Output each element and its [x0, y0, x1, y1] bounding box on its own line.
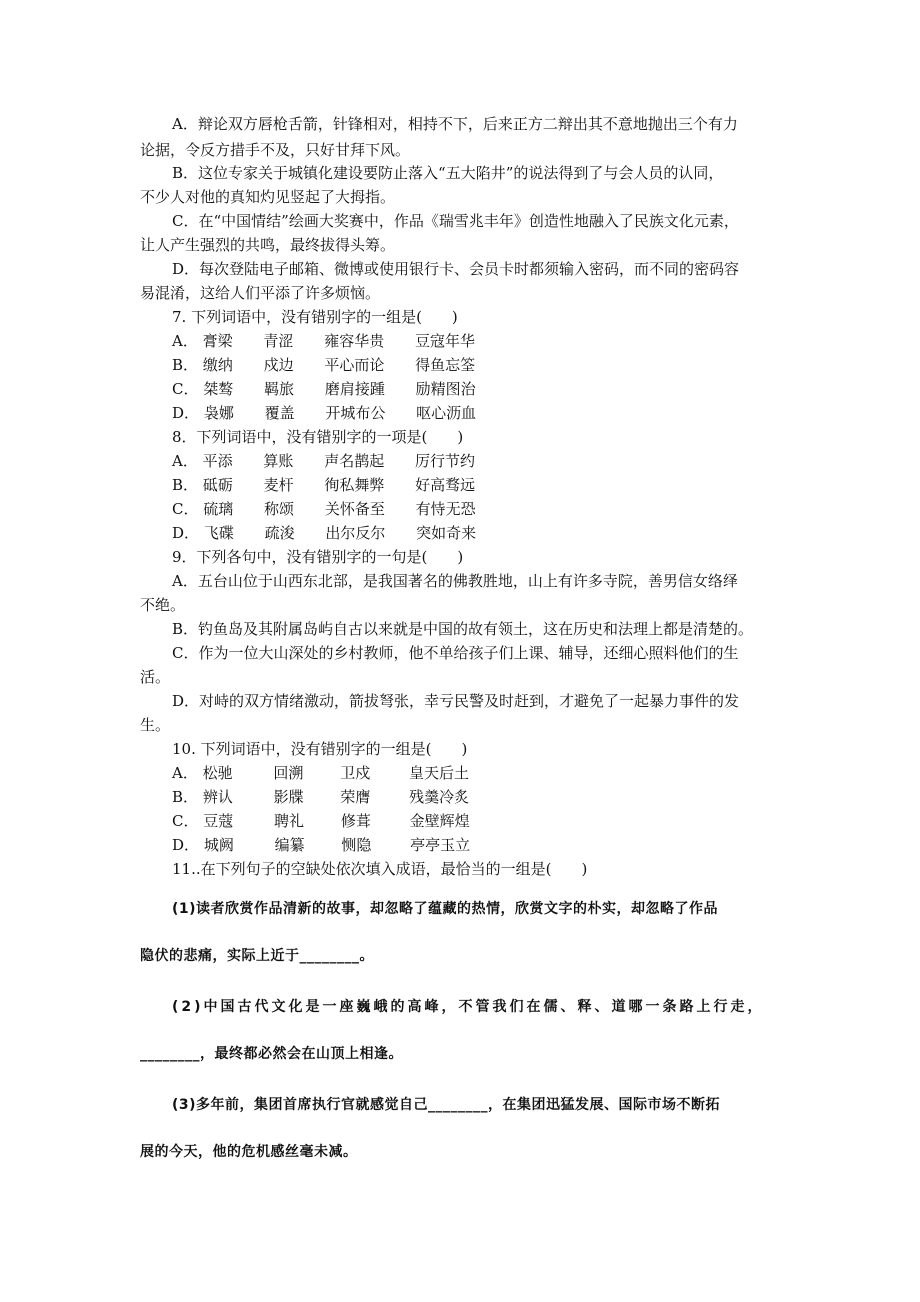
q7-option-d-letter: D．: [172, 404, 200, 422]
q10-option-c-letter: C．: [172, 812, 199, 830]
q8-option-c-word1: 硫璃: [203, 500, 234, 518]
q7-option-a-word3: 雍容华贵: [324, 332, 385, 350]
q9-option-d-line1: D．对峙的双方情绪激动，箭拔弩张，幸亏民警及时赶到，才避免了一起暴力事件的发: [172, 692, 740, 710]
q10-option-a-letter: A．: [172, 764, 198, 782]
q10-option-b-letter: B．: [172, 788, 199, 806]
q7-option-a: [172, 330, 790, 352]
q8-option-c: [172, 498, 790, 520]
q7-option-a-word1: 膏梁: [202, 332, 233, 350]
q7-option-b-letter: B．: [172, 356, 199, 374]
q7-option-b-word3: 平心而论: [324, 356, 385, 374]
q11-sentence1-line2: 隐伏的悲痛，实际上近于________。: [140, 948, 374, 964]
q8-option-c-word4: 有恃无恐: [415, 500, 476, 518]
q8-option-a-word3: 声名鹊起: [324, 452, 385, 470]
q6-option-d-line1: D．每次登陆电子邮箱、微博或使用银行卡、会员卡时都须输入密码，而不同的密码容: [172, 260, 740, 278]
q8-option-b: [172, 474, 790, 496]
q7-option-c-word4: 励精图治: [415, 380, 476, 398]
q10-stem: 10. 下列词语中，没有错别字的一组是( ): [172, 740, 468, 758]
q11-sentence3-line1: (3)多年前，集团首席执行官就感觉自己________，在集团迅猛发展、国际市场不断拓: [172, 1097, 721, 1113]
q8-option-a-word2: 算账: [263, 452, 294, 470]
q7-option-c-word2: 羁旅: [264, 380, 295, 398]
q10-option-c: [172, 810, 790, 832]
q10-option-a-word2: 回溯: [273, 764, 304, 782]
q7-option-a-letter: A．: [172, 332, 198, 350]
q7-option-c-word1: 桀骜: [203, 380, 234, 398]
q10-option-c-word4: 金壁辉煌: [409, 812, 470, 830]
q10-option-d-word4: 亭亭玉立: [410, 836, 471, 854]
q8-option-b-letter: B．: [172, 476, 199, 494]
q7-option-b-word1: 缴纳: [202, 356, 233, 374]
q9-option-d-line2: 生。: [140, 716, 171, 734]
q9-option-c-line2: 活。: [140, 668, 171, 686]
q7-option-d: [172, 402, 790, 424]
q8-option-a-word1: 平添: [202, 452, 233, 470]
q7-option-a-word2: 青涩: [263, 332, 294, 350]
q9-option-a-line2: 不绝。: [140, 596, 186, 614]
q7-option-c-word3: 磨肩接踵: [324, 380, 385, 398]
q8-option-b-word2: 麦杆: [263, 476, 294, 494]
q10-option-b-word1: 辨认: [202, 788, 233, 806]
q10-option-b-word3: 荣膺: [340, 788, 371, 806]
q9-option-a-line1: A．五台山位于山西东北部，是我国著名的佛教胜地，山上有许多寺院，善男信女络绎: [172, 572, 738, 590]
q9-option-b-line1: B．钓鱼岛及其附属岛屿自古以来就是中国的故有领土，这在历史和法理上都是清楚的。: [172, 620, 754, 638]
q7-option-d-word4: 呕心沥血: [416, 404, 477, 422]
q8-option-c-word3: 关怀备至: [324, 500, 385, 518]
q7-option-b-word2: 戍边: [263, 356, 294, 374]
q8-option-c-word2: 称颂: [264, 500, 295, 518]
q11-sentence2-line1: (2)中国古代文化是一座巍峨的高峰，不管我们在儒、释、道哪一条路上行走，: [172, 999, 765, 1015]
q8-option-a: [172, 450, 790, 472]
q8-option-d-word1: 飞碟: [203, 524, 234, 542]
q9-stem: 9．下列各句中，没有错别字的一句是( ): [172, 548, 464, 566]
q6-option-c-line1: C．在“中国情结”绘画大奖赛中，作品《瑞雪兆丰年》创造性地融入了民族文化元素，: [172, 212, 739, 230]
q7-option-d-word3: 开城布公: [325, 404, 386, 422]
q7-option-d-word2: 覆盖: [264, 404, 295, 422]
q6-option-d-line2: 易混淆，这给人们平添了许多烦恼。: [140, 284, 381, 302]
q8-option-d-word2: 疏浚: [264, 524, 295, 542]
q11-sentence3-line2: 展的今天，他的危机感丝毫未减。: [140, 1144, 358, 1160]
q8-option-b-word1: 砥砺: [202, 476, 233, 494]
q8-option-d-word3: 出尔反尔: [325, 524, 386, 542]
q10-option-c-word3: 修葺: [340, 812, 371, 830]
q7-option-c: [172, 378, 790, 400]
q6-option-c-line2: 让人产生强烈的共鸣，最终拔得头筹。: [140, 236, 396, 254]
q10-option-a-word1: 松驰: [202, 764, 233, 782]
q10-option-d: [172, 834, 790, 856]
q6-option-b-line2: 不少人对他的真知灼见竖起了大拇指。: [140, 188, 396, 206]
q8-option-a-letter: A．: [172, 452, 198, 470]
q7-option-b-word4: 得鱼忘筌: [415, 356, 476, 374]
q10-option-a-word3: 卫戍: [340, 764, 371, 782]
q10-option-c-word1: 豆蔻: [203, 812, 234, 830]
q10-option-c-word2: 聘礼: [274, 812, 305, 830]
q7-option-d-word1: 袅娜: [203, 404, 234, 422]
q10-option-d-letter: D．: [172, 836, 200, 854]
q7-option-a-word4: 豆寇年华: [414, 332, 475, 350]
q8-stem: 8．下列词语中，没有错别字的一项是( ): [172, 428, 464, 446]
q8-option-d-letter: D．: [172, 524, 200, 542]
q8-option-b-word4: 好高骛远: [415, 476, 476, 494]
q8-option-c-letter: C．: [172, 500, 199, 518]
q11-sentence2-line2: ________，最终都必然会在山顶上相逢。: [140, 1046, 403, 1062]
q11-stem: 11..在下列句子的空缺处依次填入成语，最恰当的一组是( ): [172, 860, 588, 878]
q6-option-a-line2: 论据，令反方措手不及，只好甘拜下风。: [140, 141, 411, 159]
q8-option-b-word3: 徇私舞弊: [324, 476, 385, 494]
q10-option-d-word1: 城阙: [203, 836, 234, 854]
q10-option-b: [172, 786, 790, 808]
q10-option-d-word2: 编纂: [274, 836, 305, 854]
q9-option-c-line1: C．作为一位大山深处的乡村教师，他不单给孩子们上课、辅导，还细心照料他们的生: [172, 644, 739, 662]
q7-stem: 7. 下列词语中，没有错别字的一组是( ): [172, 308, 458, 326]
q10-option-b-word2: 影牒: [273, 788, 304, 806]
q10-option-b-word4: 残羹冷炙: [409, 788, 470, 806]
q10-option-a-word4: 皇天后土: [408, 764, 469, 782]
q8-option-d-word4: 突如奇来: [416, 524, 477, 542]
q10-option-a: [172, 762, 790, 784]
q7-option-c-letter: C．: [172, 380, 199, 398]
q11-sentence1-line1: (1)读者欣赏作品清新的故事，却忽略了蕴藏的热情，欣赏文字的朴实，却忽略了作品: [172, 901, 719, 917]
q10-option-d-word3: 恻隐: [341, 836, 372, 854]
q6-option-a-line1: A．辩论双方唇枪舌箭，针锋相对，相持不下，后来正方二辩出其不意地抛出三个有力: [172, 115, 738, 133]
q8-option-a-word4: 厉行节约: [414, 452, 475, 470]
q6-option-b-line1: B．这位专家关于城镇化建设要防止落入“五大陷井”的说法得到了与会人员的认同，: [172, 164, 724, 182]
q8-option-d: [172, 522, 790, 544]
q7-option-b: [172, 354, 790, 376]
